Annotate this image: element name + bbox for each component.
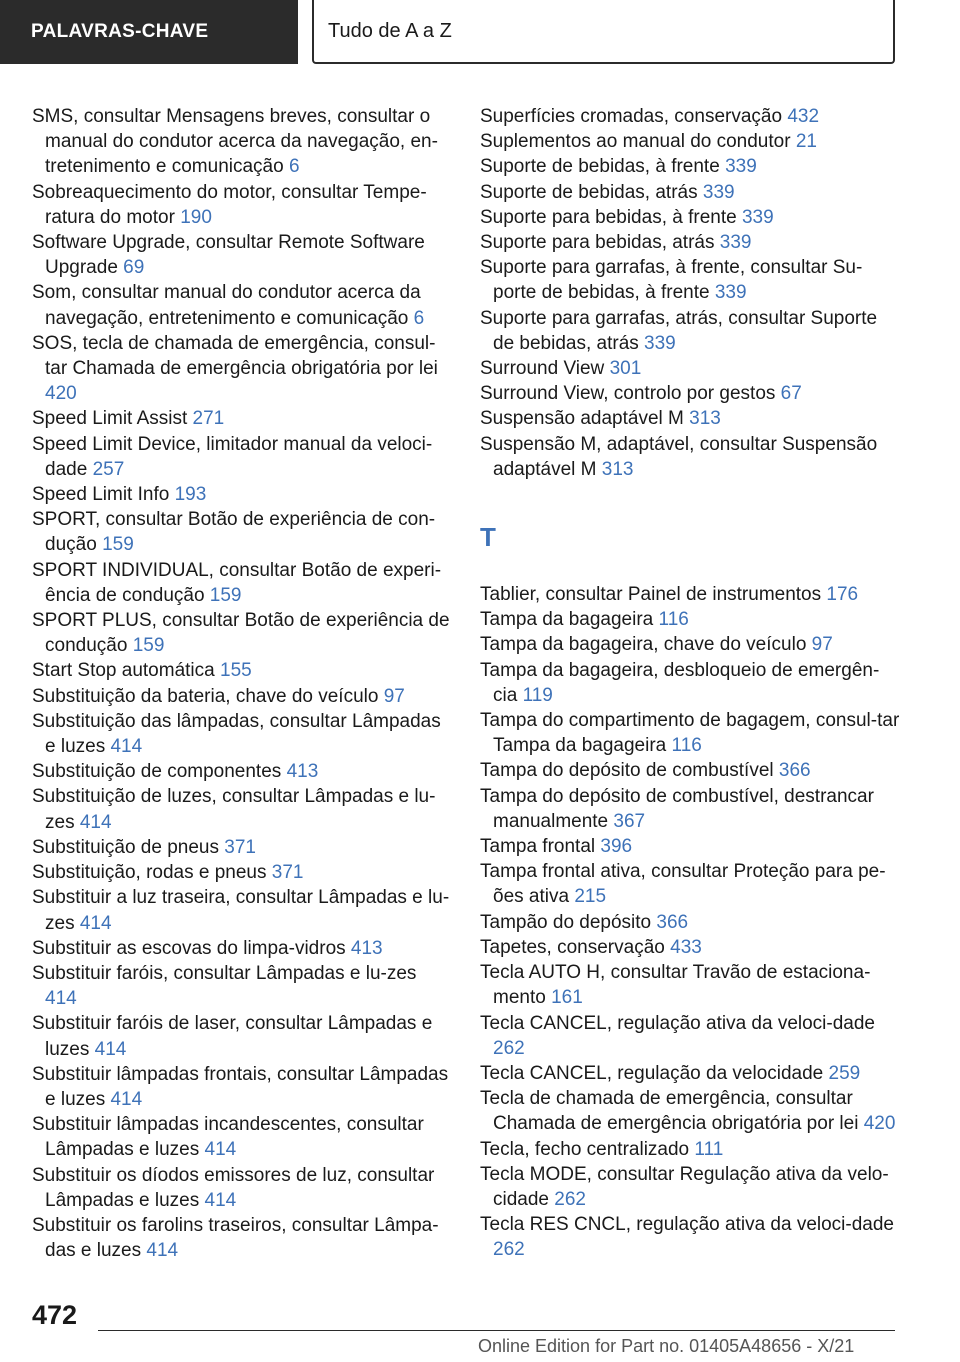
page-reference-link[interactable]: 413 — [350, 937, 383, 959]
entry-text: Suporte para garrafas, à frente, consultar Su-porte de bebidas, à frente — [480, 257, 863, 304]
entry-text: Tampa da bagageira — [480, 609, 654, 631]
page-reference-link[interactable]: 116 — [671, 735, 702, 757]
entry-text: Tecla AUTO H, consultar Travão de estaciona-mento — [480, 962, 871, 1009]
page-reference-link[interactable]: 155 — [220, 660, 252, 682]
page-reference-link[interactable]: 97 — [811, 634, 833, 656]
entry-text: Tampa do depósito de combustível — [480, 760, 774, 782]
index-entry — [32, 608, 452, 658]
index-entry — [480, 432, 900, 482]
page-reference-link[interactable]: 119 — [522, 684, 553, 706]
entry-text: SPORT, consultar Botão de experiência de con-dução — [32, 509, 436, 556]
index-entry — [480, 658, 900, 708]
page-reference-link[interactable]: 420 — [863, 1113, 896, 1135]
index-column-left — [32, 104, 452, 1263]
page-reference-link[interactable]: 414 — [204, 1189, 237, 1211]
page-reference-link[interactable]: 262 — [554, 1188, 586, 1210]
entry-text: Substituir os díodos emissores de luz, consultar Lâmpadas e luzes — [32, 1164, 435, 1211]
page-reference-link[interactable]: 69 — [123, 257, 145, 279]
index-entry — [32, 759, 452, 784]
page-reference-link[interactable]: 339 — [702, 181, 735, 203]
index-entry — [480, 406, 900, 431]
index-entry — [480, 708, 900, 758]
page-reference-link[interactable]: 159 — [209, 584, 242, 606]
index-entry — [32, 936, 452, 961]
entry-text: Surround View, controlo por gestos — [480, 383, 776, 405]
index-entry — [32, 658, 452, 683]
entry-text: SMS, consultar Mensagens breves, consultar o manual do condutor acerca da navegação, en-tretenimento e comunicação — [32, 106, 438, 178]
entry-text: Tecla CANCEL, regulação ativa da veloci-dade — [480, 1012, 875, 1034]
page-reference-link[interactable]: 259 — [828, 1062, 861, 1084]
section-tab[interactable]: PALAVRAS-CHAVE — [0, 0, 298, 64]
index-column-right — [480, 104, 900, 1263]
entry-text: Tampa do compartimento de bagagem, consul-tar Tampa da bagageira — [480, 710, 900, 757]
page-reference-link[interactable]: 111 — [694, 1138, 724, 1160]
entry-text: SPORT PLUS, consultar Botão de experiência de condução — [32, 610, 450, 657]
chapter-tab[interactable] — [312, 0, 895, 64]
index-entry — [480, 758, 900, 783]
page-reference-link[interactable]: 371 — [271, 862, 304, 884]
index-entry — [32, 180, 452, 230]
entry-text: Tecla CANCEL, regulação da velocidade — [480, 1062, 824, 1084]
index-entry — [480, 935, 900, 960]
page-reference-link[interactable]: 371 — [224, 836, 256, 858]
entry-text: Suporte para bebidas, à frente — [480, 206, 737, 228]
section-letter-heading: T — [480, 522, 496, 553]
index-entry — [480, 230, 900, 255]
entry-text: Tecla MODE, consultar Regulação ativa da velo-cidade — [480, 1163, 889, 1210]
page-reference-link[interactable]: 161 — [551, 987, 583, 1009]
index-entry — [32, 1112, 452, 1162]
index-entry — [480, 582, 900, 607]
index-entry — [480, 632, 900, 657]
entry-text: Tampa da bagageira, chave do veículo — [480, 634, 807, 656]
page-reference-link[interactable]: 339 — [741, 206, 774, 228]
index-entry — [480, 381, 900, 406]
entry-text: Tampa da bagageira, desbloqueio de emergên-cia — [480, 659, 880, 706]
index-entry — [32, 860, 452, 885]
page-reference-link[interactable]: 67 — [780, 383, 802, 405]
entry-text: Start Stop automática — [32, 660, 215, 682]
entry-text: Suporte para bebidas, atrás — [480, 232, 715, 254]
index-group-s — [480, 104, 900, 482]
entry-text: Tecla de chamada de emergência, consultar Chamada de emergência obrigatória por lei — [480, 1088, 859, 1135]
page-reference-link[interactable]: 190 — [180, 206, 212, 228]
entry-text: Software Upgrade, consultar Remote Software Upgrade — [32, 232, 425, 279]
index-group-t — [480, 582, 900, 1262]
index-entry — [32, 1062, 452, 1112]
page-reference-link[interactable]: 339 — [714, 282, 747, 304]
entry-text: Sobreaquecimento do motor, consultar Tempe-ratura do motor — [32, 181, 427, 228]
entry-text: Substituir faróis de laser, consultar Lâmpadas e luzes — [32, 1013, 433, 1060]
entry-text: Substituição da bateria, chave do veículo — [32, 685, 379, 707]
entry-text: Tampão do depósito — [480, 911, 652, 933]
page-reference-link[interactable]: 420 — [45, 383, 77, 405]
entry-text: Surround View — [480, 358, 605, 380]
entry-text: Substituir lâmpadas incandescentes, consultar Lâmpadas e luzes — [32, 1114, 424, 1161]
index-entry — [480, 910, 900, 935]
index-entry — [480, 104, 900, 129]
index-entry — [480, 1061, 900, 1086]
page-reference-link[interactable]: 339 — [725, 156, 757, 178]
page-reference-link[interactable]: 301 — [609, 358, 642, 380]
page-reference-link[interactable]: 215 — [574, 886, 607, 908]
entry-text: Suplementos ao manual do condutor — [480, 131, 791, 153]
page-reference-link[interactable]: 414 — [204, 1139, 237, 1161]
page-reference-link[interactable]: 339 — [644, 332, 676, 354]
page-reference-link[interactable]: 313 — [601, 458, 634, 480]
entry-text: Speed Limit Device, limitador manual da veloci-dade — [32, 433, 433, 480]
entry-text: Superfícies cromadas, conservação — [480, 106, 783, 127]
page-reference-link[interactable]: 366 — [656, 911, 689, 933]
index-entry — [32, 280, 452, 330]
page-reference-link[interactable]: 414 — [79, 811, 112, 833]
page-reference-link[interactable]: 6 — [413, 307, 425, 329]
entry-text: SOS, tecla de chamada de emergência, consul-tar Chamada de emergência obrigatória por lei — [32, 332, 438, 380]
page-reference-link[interactable]: 432 — [787, 106, 820, 127]
page-reference-link[interactable]: 433 — [670, 936, 702, 958]
index-entry — [32, 885, 452, 935]
page-reference-link[interactable]: 339 — [719, 232, 752, 254]
page-reference-link[interactable]: 414 — [110, 1088, 143, 1110]
page-reference-link[interactable]: 116 — [658, 609, 689, 631]
index-entry — [32, 432, 452, 482]
index-entry — [32, 1213, 452, 1263]
page-reference-link[interactable]: 414 — [94, 1038, 127, 1060]
page-reference-link[interactable]: 414 — [45, 988, 77, 1010]
page-reference-link[interactable]: 159 — [102, 534, 134, 556]
chapter-title: Tudo de A a Z — [328, 20, 452, 42]
page-reference-link[interactable]: 366 — [778, 760, 811, 782]
index-entry — [32, 331, 452, 407]
entry-text: Suspensão M, adaptável, consultar Suspensão adaptável M — [480, 433, 878, 480]
index-entry — [480, 356, 900, 381]
entry-text: Substituir as escovas do limpa-vidros — [32, 937, 346, 959]
index-entry — [480, 1011, 900, 1061]
index-entry — [480, 784, 900, 834]
page-reference-link[interactable]: 367 — [613, 810, 646, 832]
page-reference-link[interactable]: 6 — [288, 156, 300, 178]
entry-text: SPORT INDIVIDUAL, consultar Botão de experi-ência de condução — [32, 559, 442, 606]
page-reference-link[interactable]: 413 — [286, 761, 319, 783]
footer-divider — [98, 1330, 895, 1331]
entry-text: Tampa do depósito de combustível, destrancar manualmente — [480, 785, 874, 832]
entry-text: Substituir faróis, consultar Lâmpadas e lu-zes — [32, 962, 417, 984]
page-reference-link[interactable]: 159 — [132, 635, 165, 657]
index-entry — [32, 784, 452, 834]
page-number: 472 — [32, 1300, 78, 1330]
page-reference-link[interactable]: 21 — [795, 131, 817, 153]
page-reference-link[interactable]: 414 — [110, 736, 143, 758]
index-entry — [32, 507, 452, 557]
entry-text: Tablier, consultar Painel de instrumentos — [480, 584, 822, 606]
entry-text: Som, consultar manual do condutor acerca da navegação, entretenimento e comunicação — [32, 282, 421, 329]
index-entry — [480, 1212, 900, 1262]
entry-text: Suspensão adaptável M — [480, 408, 684, 430]
page-reference-link[interactable]: 97 — [383, 685, 405, 707]
index-entry — [32, 835, 452, 860]
page-reference-link[interactable]: 193 — [174, 484, 207, 506]
index-entry — [32, 482, 452, 507]
index-entry — [32, 1011, 452, 1061]
entry-text: Substituir lâmpadas frontais, consultar Lâmpadas e luzes — [32, 1063, 449, 1110]
index-entry — [480, 1137, 900, 1162]
index-entry — [480, 205, 900, 230]
entry-text: Substituição de luzes, consultar Lâmpadas e lu-zes — [32, 786, 436, 833]
index-entry — [32, 684, 452, 709]
entry-text: Tecla RES CNCL, regulação ativa da veloci-dade — [480, 1214, 894, 1236]
index-entry — [32, 709, 452, 759]
entry-text: Tapetes, conservação — [480, 936, 665, 958]
index-entry — [480, 834, 900, 859]
entry-text: Tampa frontal ativa, consultar Proteção para pe-ões ativa — [480, 861, 886, 908]
edition-info: Online Edition for Part no. 01405A48656 - X/21 — [478, 1336, 855, 1356]
entry-text: Substituição, rodas e pneus — [32, 862, 267, 884]
entry-text: Tampa frontal — [480, 836, 596, 858]
page-reference-link[interactable]: 414 — [79, 912, 112, 934]
page-reference-link[interactable]: 262 — [493, 1037, 525, 1059]
entry-text: Tecla, fecho centralizado — [480, 1138, 690, 1160]
entry-text: Speed Limit Assist — [32, 408, 188, 430]
page-reference-link[interactable]: 414 — [146, 1240, 179, 1262]
index-entry — [32, 961, 452, 1011]
index-entry — [32, 230, 452, 280]
index-entry — [32, 104, 452, 180]
entry-text: Suporte de bebidas, à frente — [480, 156, 720, 178]
page-reference-link[interactable]: 176 — [826, 584, 859, 606]
page-header — [0, 0, 960, 66]
index-entry — [480, 154, 900, 179]
index-entry — [480, 1086, 900, 1136]
entry-text: Substituição de componentes — [32, 761, 282, 783]
entry-text: Substituir a luz traseira, consultar Lâmpadas e lu-zes — [32, 887, 450, 934]
index-entry — [480, 306, 900, 356]
index-entry — [480, 1162, 900, 1212]
entry-text: Speed Limit Info — [32, 484, 170, 506]
page-reference-link[interactable]: 257 — [92, 458, 125, 480]
page-reference-link[interactable]: 271 — [192, 408, 225, 430]
page-reference-link[interactable]: 396 — [600, 836, 633, 858]
entry-text: Substituição de pneus — [32, 836, 219, 858]
index-entry — [480, 607, 900, 632]
page-reference-link[interactable]: 262 — [493, 1239, 525, 1261]
index-entry — [480, 859, 900, 909]
index-entry — [480, 960, 900, 1010]
page-reference-link[interactable]: 313 — [689, 408, 721, 430]
index-entry — [32, 406, 452, 431]
entry-text: Suporte de bebidas, atrás — [480, 181, 698, 203]
index-entry — [32, 558, 452, 608]
index-entry — [480, 129, 900, 154]
entry-text: Substituir os farolins traseiros, consultar Lâmpa-das e luzes — [32, 1214, 439, 1262]
entry-text: Substituição das lâmpadas, consultar Lâmpadas e luzes — [32, 710, 441, 758]
entry-text: Suporte para garrafas, atrás, consultar Suporte de bebidas, atrás — [480, 307, 878, 354]
index-entry — [32, 1163, 452, 1213]
index-entry — [480, 255, 900, 305]
index-entry — [480, 180, 900, 205]
